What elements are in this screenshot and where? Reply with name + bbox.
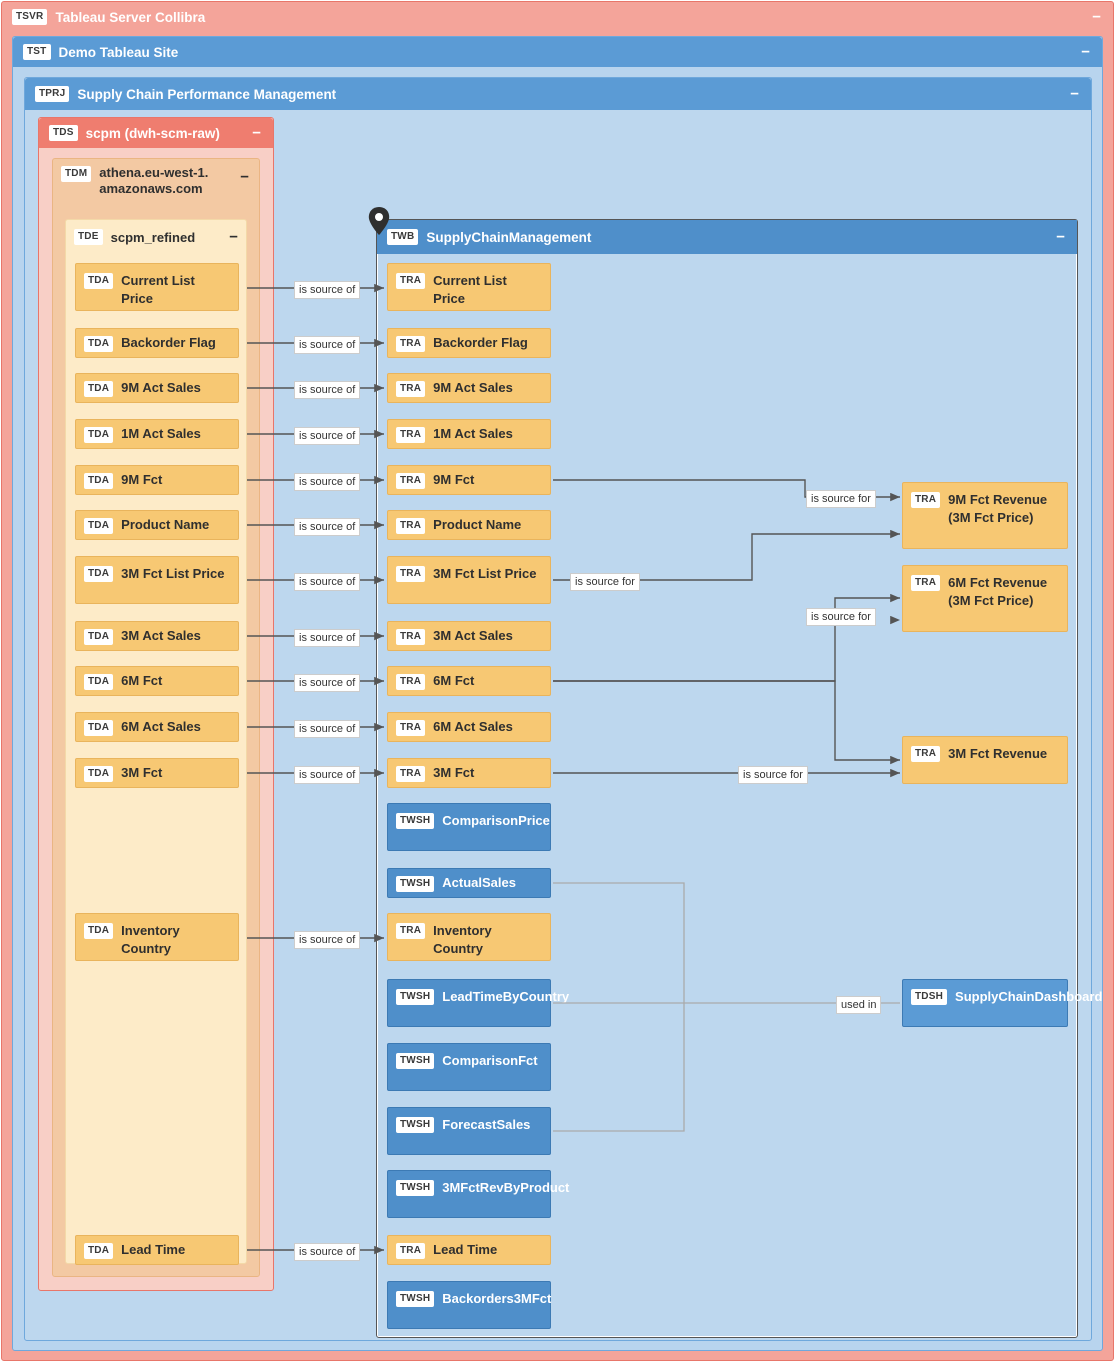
report-attribute-badge: TRA [396, 923, 425, 939]
dashboard-node[interactable] [902, 979, 1103, 1027]
list-item[interactable] [902, 482, 1068, 549]
report-attribute-label: 6M Act Sales [433, 719, 513, 735]
list-item[interactable] [75, 328, 239, 358]
site-badge: TST [23, 44, 51, 60]
list-item[interactable] [75, 758, 239, 788]
report-attribute-badge: TRA [396, 674, 425, 690]
report-attribute-badge: TRA [911, 492, 940, 508]
worksheet-badge: TWSH [396, 1117, 434, 1133]
report-attribute-badge: TRA [911, 575, 940, 591]
attribute-label: 9M Act Sales [121, 380, 201, 396]
report-attribute-label: 9M Act Sales [433, 380, 513, 396]
dbmodel-header [53, 159, 259, 204]
edge-label: is source of [294, 720, 360, 738]
report-attribute-label: Product Name [433, 517, 522, 533]
edge-label: is source for [738, 766, 808, 784]
list-item[interactable] [75, 556, 239, 604]
site-header [13, 37, 1102, 67]
project-header [25, 78, 1091, 110]
list-item[interactable] [387, 758, 551, 788]
report-attribute-badge: TRA [396, 518, 425, 534]
attribute-label: Current List Price [121, 273, 195, 306]
edge-label: is source of [294, 674, 360, 692]
list-item[interactable] [387, 465, 551, 495]
edge-label: is source of [294, 1243, 360, 1261]
attribute-badge: TDA [84, 473, 113, 489]
worksheet-label: ActualSales [442, 875, 516, 891]
datasource-title: scpm (dwh-scm-raw) [85, 125, 220, 141]
attribute-badge: TDA [84, 629, 113, 645]
attribute-badge: TDA [84, 766, 113, 782]
list-item[interactable] [387, 510, 551, 540]
site-collapse-button[interactable]: − [1081, 43, 1090, 61]
list-item[interactable] [387, 803, 551, 851]
server-collapse-button[interactable]: − [1092, 8, 1101, 26]
report-attribute-label: 3M Act Sales [433, 628, 513, 644]
list-item[interactable] [387, 868, 551, 898]
worksheet-label: ComparisonPrice [442, 813, 550, 828]
workbook-collapse-button[interactable]: − [1056, 228, 1065, 246]
list-item[interactable] [387, 1043, 551, 1091]
report-attribute-badge: TRA [396, 336, 425, 352]
datasource-header [39, 118, 273, 148]
report-attribute-badge: TRA [396, 381, 425, 397]
report-attribute-badge: TRA [396, 720, 425, 736]
list-item[interactable] [387, 621, 551, 651]
list-item[interactable] [75, 1235, 239, 1265]
list-item[interactable] [387, 419, 551, 449]
server-badge: TSVR [12, 9, 47, 25]
attribute-label: 6M Fct [121, 673, 163, 689]
attribute-badge: TDA [84, 381, 113, 397]
edge-label: is source of [294, 473, 360, 491]
worksheet-label: ForecastSales [442, 1117, 531, 1132]
list-item[interactable] [387, 556, 551, 604]
attribute-label: Backorder Flag [121, 335, 216, 351]
attribute-label: 3M Fct [121, 765, 163, 781]
report-attribute-label: 3M Fct Revenue [948, 746, 1048, 761]
list-item[interactable] [902, 565, 1068, 632]
workbook-header [377, 220, 1077, 254]
report-attribute-label: 3M Fct [433, 765, 475, 781]
edge-label: is source for [570, 573, 640, 591]
worksheet-badge: TWSH [396, 876, 434, 892]
list-item[interactable] [387, 373, 551, 403]
list-item[interactable] [387, 1281, 551, 1329]
worksheet-badge: TWSH [396, 1291, 434, 1307]
report-attribute-label: Backorder Flag [433, 335, 528, 351]
report-attribute-badge: TRA [396, 427, 425, 443]
list-item[interactable] [75, 373, 239, 403]
list-item[interactable] [902, 736, 1068, 784]
edge-label: is source of [294, 518, 360, 536]
edge-label: is source of [294, 629, 360, 647]
report-attribute-badge: TRA [396, 473, 425, 489]
attribute-label: Inventory Country [121, 923, 180, 956]
edge-label: is source of [294, 427, 360, 445]
report-attribute-label: Inventory Country [433, 923, 492, 956]
edge-label: is source of [294, 931, 360, 949]
list-item[interactable] [387, 1170, 570, 1218]
attribute-label: Product Name [121, 517, 210, 533]
report-attribute-label: Lead Time [433, 1242, 498, 1258]
table-collapse-button[interactable]: − [229, 228, 238, 246]
attribute-label: 1M Act Sales [121, 426, 201, 442]
list-item[interactable] [75, 263, 239, 311]
attribute-badge: TDA [84, 720, 113, 736]
worksheet-label: Backorders3MFct [442, 1291, 552, 1306]
edge-label: is source for [806, 608, 876, 626]
dashboard-badge: TDSH [911, 989, 947, 1005]
list-item[interactable] [75, 419, 239, 449]
attribute-label: 9M Fct [121, 472, 163, 488]
attribute-badge: TDA [84, 674, 113, 690]
list-item[interactable] [75, 621, 239, 651]
edge-label: is source of [294, 336, 360, 354]
worksheet-badge: TWSH [396, 989, 434, 1005]
edge-label: is source of [294, 281, 360, 299]
attribute-badge: TDA [84, 566, 113, 582]
attribute-badge: TDA [84, 336, 113, 352]
worksheet-badge: TWSH [396, 1180, 434, 1196]
report-attribute-label: 3M Fct List Price [433, 566, 537, 581]
report-attribute-label: 1M Act Sales [433, 426, 513, 442]
edge-label: is source of [294, 573, 360, 591]
report-attribute-badge: TRA [911, 746, 940, 762]
site-title: Demo Tableau Site [58, 44, 179, 60]
list-item[interactable] [387, 1107, 551, 1155]
table-header [66, 220, 246, 254]
list-item[interactable] [387, 328, 551, 358]
report-attribute-badge: TRA [396, 766, 425, 782]
dbmodel-collapse-button[interactable]: − [240, 168, 249, 186]
server-header [2, 2, 1113, 32]
list-item[interactable] [75, 465, 239, 495]
workbook-badge: TWB [387, 229, 418, 245]
worksheet-badge: TWSH [396, 813, 434, 829]
worksheet-label: LeadTimeByCountry [442, 989, 570, 1004]
dbmodel-title: athena.eu-west-1. amazonaws.com [99, 165, 209, 197]
list-item[interactable] [75, 510, 239, 540]
project-badge: TPRJ [35, 86, 69, 102]
list-item[interactable] [387, 979, 570, 1027]
report-attribute-label: 6M Fct [433, 673, 475, 689]
edge-label: used in [836, 996, 881, 1014]
edge-label: is source for [806, 490, 876, 508]
worksheet-label: 3MFctRevByProduct [442, 1180, 570, 1195]
report-attribute-label: 9M Fct [433, 472, 475, 488]
dbmodel-badge: TDM [61, 166, 91, 182]
datasource-badge: TDS [49, 125, 78, 141]
attribute-badge: TDA [84, 923, 113, 939]
edge-label: is source of [294, 766, 360, 784]
report-attribute-label: Current List Price [433, 273, 507, 306]
table-badge: TDE [74, 229, 103, 245]
attribute-badge: TDA [84, 518, 113, 534]
project-collapse-button[interactable]: − [1070, 85, 1079, 103]
list-item[interactable] [387, 1235, 551, 1265]
project-title: Supply Chain Performance Management [77, 86, 337, 102]
attribute-label: 3M Act Sales [121, 628, 201, 644]
attribute-badge: TDA [84, 1243, 113, 1259]
report-attribute-label: 6M Fct Revenue (3M Fct Price) [948, 575, 1048, 608]
workbook-title: SupplyChainManagement [426, 229, 592, 245]
report-attribute-badge: TRA [396, 566, 425, 582]
edge-label: is source of [294, 381, 360, 399]
worksheet-label: ComparisonFct [442, 1053, 538, 1068]
attribute-label: 3M Fct List Price [121, 566, 225, 581]
list-item[interactable] [75, 712, 239, 742]
worksheet-badge: TWSH [396, 1053, 434, 1069]
location-pin-icon [368, 207, 390, 235]
dashboard-label: SupplyChainDashboard [955, 989, 1103, 1004]
attribute-label: 6M Act Sales [121, 719, 201, 735]
list-item[interactable] [387, 712, 551, 742]
server-title: Tableau Server Collibra [55, 9, 206, 25]
report-attribute-badge: TRA [396, 273, 425, 289]
list-item[interactable] [75, 913, 239, 961]
attribute-badge: TDA [84, 427, 113, 443]
list-item[interactable] [75, 666, 239, 696]
list-item[interactable] [387, 666, 551, 696]
datasource-collapse-button[interactable]: − [252, 124, 261, 142]
list-item[interactable] [387, 263, 551, 311]
table-title: scpm_refined [110, 229, 196, 245]
attribute-label: Lead Time [121, 1242, 186, 1258]
report-attribute-badge: TRA [396, 1243, 425, 1259]
attribute-badge: TDA [84, 273, 113, 289]
report-attribute-badge: TRA [396, 629, 425, 645]
report-attribute-label: 9M Fct Revenue (3M Fct Price) [948, 492, 1048, 525]
list-item[interactable] [387, 913, 551, 961]
